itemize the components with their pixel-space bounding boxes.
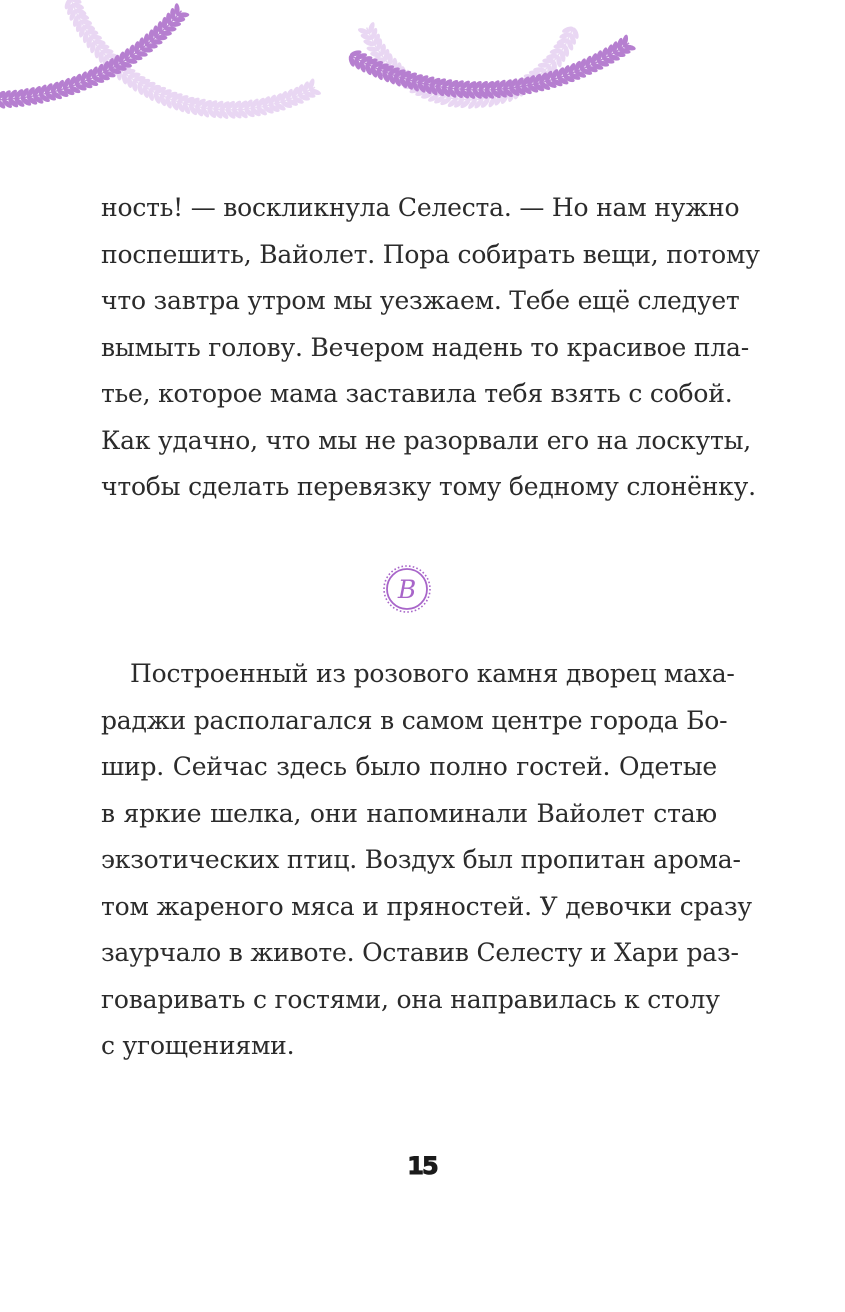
page-number: 15 bbox=[407, 1152, 437, 1180]
text-line: с угощениями. bbox=[101, 1031, 295, 1060]
text-line: в яркие шелка, они напоминали Вайолет стаю bbox=[101, 798, 717, 828]
text-line: экзотических птиц. Воздух был пропитан арома- bbox=[101, 845, 741, 874]
paragraph-continued bbox=[101, 185, 760, 511]
letter-b-medallion-icon bbox=[381, 563, 433, 615]
text-line: что завтра утром мы уезжаем. Тебе ещё следует bbox=[101, 286, 740, 315]
text-line: ность! — воскликнула Селеста. — Но нам нужно bbox=[101, 193, 740, 222]
text-line: вымыть голову. Вечером надень то красивое пла- bbox=[101, 332, 749, 362]
text-line: шир. Сейчас здесь было полно гостей. Одетые bbox=[101, 752, 717, 781]
text-line: говаривать с гостями, она направилась к столу bbox=[101, 984, 720, 1014]
text-line: Построенный из розового камня дворец маха- bbox=[130, 659, 735, 688]
ornament-letter: B bbox=[397, 575, 417, 604]
text-line: тье, которое мама заставила тебя взять с собой. bbox=[101, 379, 733, 408]
text-line: чтобы сделать перевязку тому бедному слонёнку. bbox=[101, 472, 756, 501]
text-line: том жареного мяса и пряностей. У девочки сразу bbox=[101, 891, 752, 921]
text-line: Как удачно, что мы не разорвали его на лоскуты, bbox=[101, 425, 752, 455]
text-line: заурчало в животе. Оставив Селесту и Хари раз- bbox=[101, 938, 739, 967]
paragraph-palace bbox=[101, 651, 752, 1070]
leaf-garland-icon bbox=[0, 0, 845, 140]
text-line: раджи располагался в самом центре города Бо- bbox=[101, 705, 728, 735]
text-line: поспешить, Вайолет. Пора собирать вещи, потому bbox=[101, 239, 760, 269]
